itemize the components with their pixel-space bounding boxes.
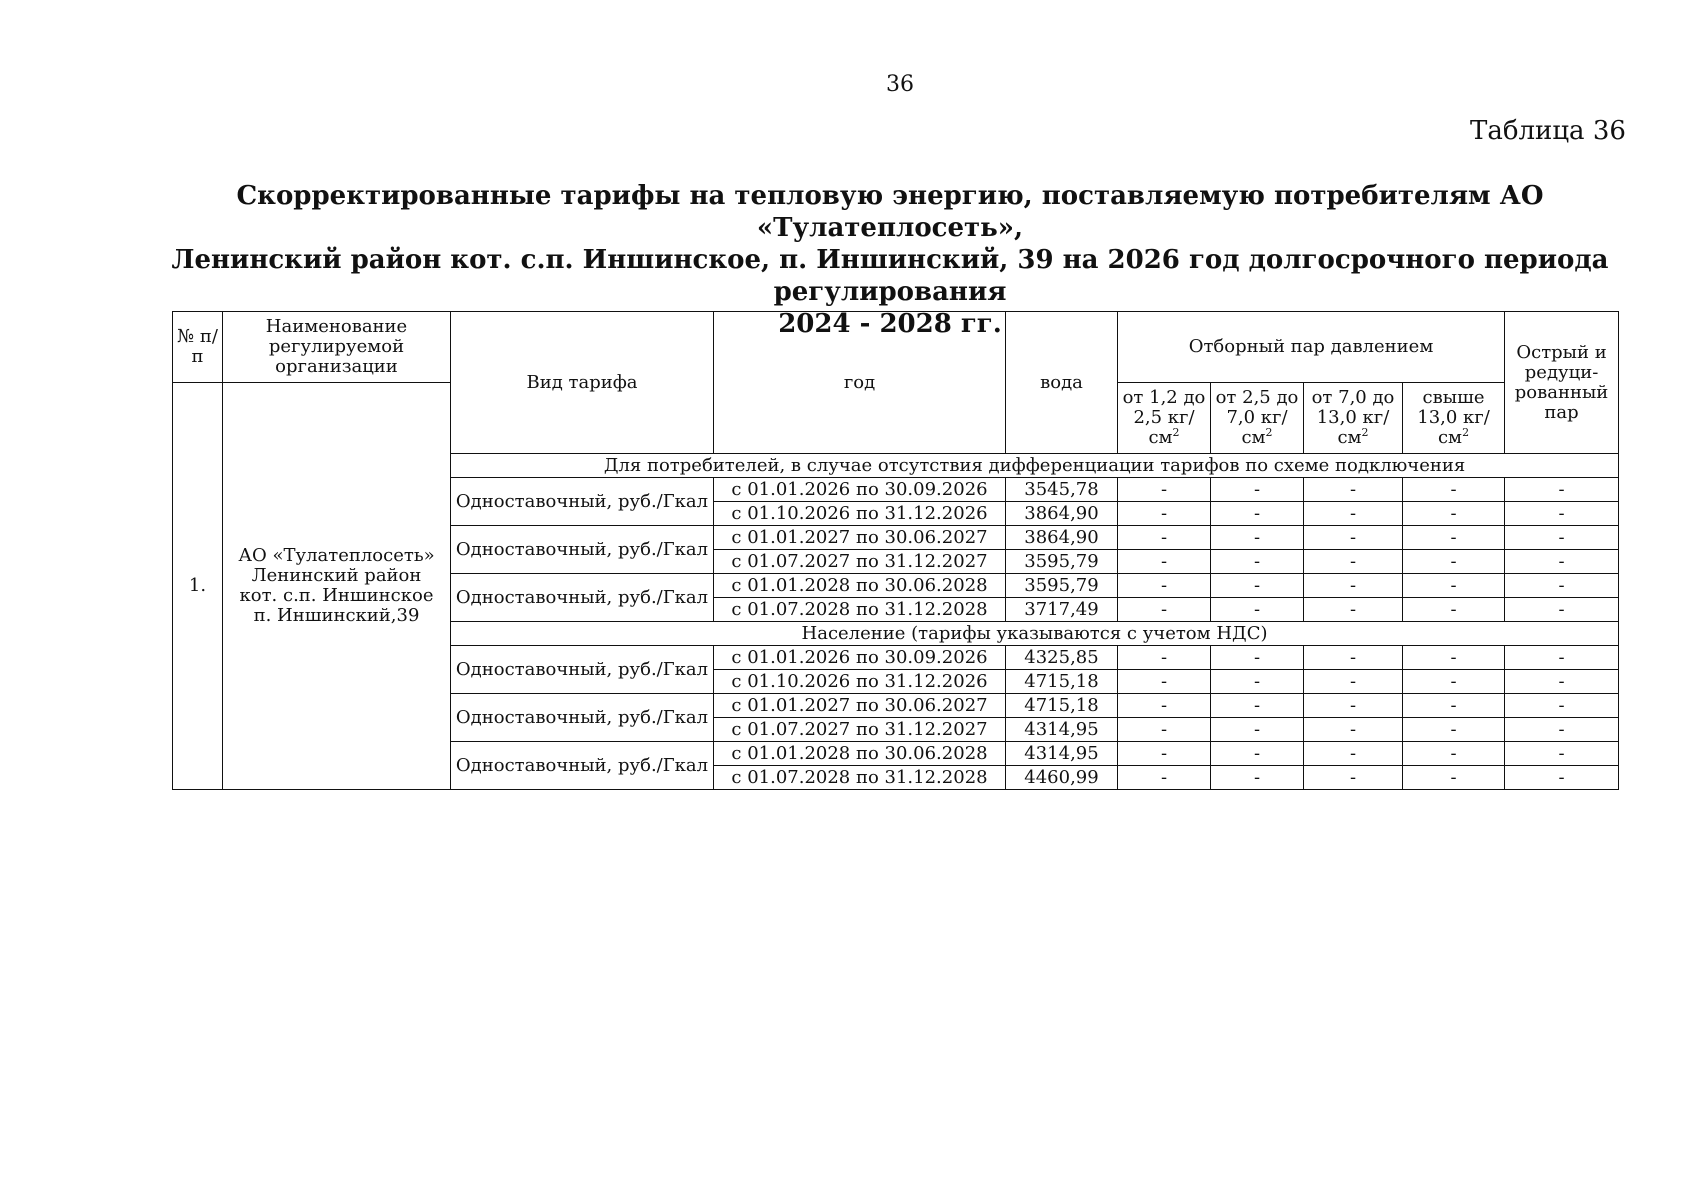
section-title: Для потребителей, в случае отсутствия дифференциации тарифов по схеме подключения — [451, 454, 1619, 478]
tariff-type-cell: Одноставочный, руб./Гкал — [451, 694, 714, 742]
tariff-type-cell: Одноставочный, руб./Гкал — [451, 646, 714, 694]
organization-line-2: Ленинский район — [251, 565, 422, 586]
p1-value: - — [1118, 574, 1211, 598]
p2-value: - — [1211, 574, 1304, 598]
header-organization: Наименование регулируемой организации — [223, 312, 451, 383]
table-label: Таблица 36 — [1470, 116, 1626, 146]
p2-value: - — [1211, 550, 1304, 574]
period-cell: с 01.07.2027 по 31.12.2027 — [714, 550, 1006, 574]
organization-line-3: кот. с.п. Иншинское — [239, 585, 434, 606]
header-pressure-2: от 2,5 до 7,0 $кг/см^2$ — [1211, 383, 1304, 454]
sharp-value: - — [1505, 598, 1619, 622]
section-title: Население (тарифы указываются с учетом НДС) — [451, 622, 1619, 646]
sharp-value: - — [1505, 502, 1619, 526]
water-value: 4715,18 — [1006, 694, 1118, 718]
tariff-type-cell: Одноставочный, руб./Гкал — [451, 574, 714, 622]
period-cell: с 01.01.2026 по 30.09.2026 — [714, 646, 1006, 670]
header-pressure-1: от 1,2 до 2,5 $кг/см^2$ — [1118, 383, 1211, 454]
sharp-value: - — [1505, 526, 1619, 550]
p4-value: - — [1403, 598, 1505, 622]
water-value: 3864,90 — [1006, 502, 1118, 526]
p4-value: - — [1403, 550, 1505, 574]
title-line-3: 2024 - 2028 гг. — [778, 309, 1002, 339]
sharp-value: - — [1505, 694, 1619, 718]
p2-value: - — [1211, 502, 1304, 526]
period-cell: с 01.07.2028 по 31.12.2028 — [714, 598, 1006, 622]
sharp-value: - — [1505, 718, 1619, 742]
p4-value: - — [1403, 478, 1505, 502]
p1-value: - — [1118, 718, 1211, 742]
water-value: 4314,95 — [1006, 742, 1118, 766]
p1-value: - — [1118, 742, 1211, 766]
p1-value: - — [1118, 550, 1211, 574]
p1-value: - — [1118, 502, 1211, 526]
p1-value: - — [1118, 670, 1211, 694]
p3-value: - — [1304, 766, 1403, 790]
sharp-value: - — [1505, 646, 1619, 670]
header-steam: Отборный пар давлением — [1118, 312, 1505, 383]
p3-value: - — [1304, 598, 1403, 622]
header-year: год — [714, 312, 1006, 454]
sharp-value: - — [1505, 550, 1619, 574]
p3-value: - — [1304, 742, 1403, 766]
p2-value: - — [1211, 742, 1304, 766]
tariff-type-cell: Одноставочный, руб./Гкал — [451, 742, 714, 790]
p4-value: - — [1403, 502, 1505, 526]
title-line-1: Скорректированные тарифы на тепловую энергию, поставляемую потребителям АО «Тулатеплосеть», — [236, 181, 1544, 243]
water-value: 4325,85 — [1006, 646, 1118, 670]
tariff-type-cell: Одноставочный, руб./Гкал — [451, 478, 714, 526]
p4-value: - — [1403, 670, 1505, 694]
header-tariff-type: Вид тарифа — [451, 312, 714, 454]
p4-value: - — [1403, 646, 1505, 670]
organization-line-4: п. Иншинский,39 — [253, 605, 420, 626]
p3-value: - — [1304, 478, 1403, 502]
period-cell: с 01.01.2028 по 30.06.2028 — [714, 742, 1006, 766]
p2-value: - — [1211, 646, 1304, 670]
p4-value: - — [1403, 718, 1505, 742]
p2-value: - — [1211, 694, 1304, 718]
p2-value: - — [1211, 670, 1304, 694]
p1-value: - — [1118, 526, 1211, 550]
period-cell: с 01.01.2027 по 30.06.2027 — [714, 694, 1006, 718]
period-cell: с 01.01.2026 по 30.09.2026 — [714, 478, 1006, 502]
p2-value: - — [1211, 718, 1304, 742]
p2-value: - — [1211, 478, 1304, 502]
p4-value: - — [1403, 574, 1505, 598]
row-number: 1. — [173, 383, 223, 790]
title-line-2: Ленинский район кот. с.п. Иншинское, п. Иншинский, 39 на 2026 год долгосрочного периода регулирования — [171, 245, 1609, 307]
water-value: 4715,18 — [1006, 670, 1118, 694]
p3-value: - — [1304, 694, 1403, 718]
p3-value: - — [1304, 550, 1403, 574]
period-cell: с 01.10.2026 по 31.12.2026 — [714, 502, 1006, 526]
p1-value: - — [1118, 694, 1211, 718]
p3-value: - — [1304, 718, 1403, 742]
water-value: 3595,79 — [1006, 574, 1118, 598]
p3-value: - — [1304, 502, 1403, 526]
p4-value: - — [1403, 694, 1505, 718]
header-sharp-steam: Острый и редуци-рованный пар — [1505, 312, 1619, 454]
water-value: 3864,90 — [1006, 526, 1118, 550]
period-cell: с 01.10.2026 по 31.12.2026 — [714, 670, 1006, 694]
p1-value: - — [1118, 646, 1211, 670]
sharp-value: - — [1505, 766, 1619, 790]
header-pressure-3: от 7,0 до 13,0 $кг/см^2$ — [1304, 383, 1403, 454]
sharp-value: - — [1505, 478, 1619, 502]
p3-value: - — [1304, 670, 1403, 694]
p4-value: - — [1403, 526, 1505, 550]
water-value: 3595,79 — [1006, 550, 1118, 574]
header-water: вода — [1006, 312, 1118, 454]
header-number: № п/п — [173, 312, 223, 383]
sharp-value: - — [1505, 742, 1619, 766]
p4-value: - — [1403, 742, 1505, 766]
period-cell: с 01.07.2027 по 31.12.2027 — [714, 718, 1006, 742]
tariff-type-cell: Одноставочный, руб./Гкал — [451, 526, 714, 574]
p2-value: - — [1211, 766, 1304, 790]
sharp-value: - — [1505, 670, 1619, 694]
p3-value: - — [1304, 574, 1403, 598]
water-value: 3717,49 — [1006, 598, 1118, 622]
p1-value: - — [1118, 598, 1211, 622]
p3-value: - — [1304, 526, 1403, 550]
sharp-value: - — [1505, 574, 1619, 598]
organization-line-1: АО «Тулатеплосеть» — [238, 545, 435, 566]
period-cell: с 01.01.2028 по 30.06.2028 — [714, 574, 1006, 598]
tariff-table — [172, 311, 1619, 790]
water-value: 3545,78 — [1006, 478, 1118, 502]
header-pressure-4: свыше 13,0 $кг/см^2$ — [1403, 383, 1505, 454]
period-cell: с 01.07.2028 по 31.12.2028 — [714, 766, 1006, 790]
page-number: 36 — [886, 72, 914, 97]
water-value: 4460,99 — [1006, 766, 1118, 790]
p3-value: - — [1304, 646, 1403, 670]
period-cell: с 01.01.2027 по 30.06.2027 — [714, 526, 1006, 550]
p1-value: - — [1118, 478, 1211, 502]
p4-value: - — [1403, 766, 1505, 790]
organization-cell — [223, 383, 451, 790]
p2-value: - — [1211, 526, 1304, 550]
p2-value: - — [1211, 598, 1304, 622]
water-value: 4314,95 — [1006, 718, 1118, 742]
p1-value: - — [1118, 766, 1211, 790]
